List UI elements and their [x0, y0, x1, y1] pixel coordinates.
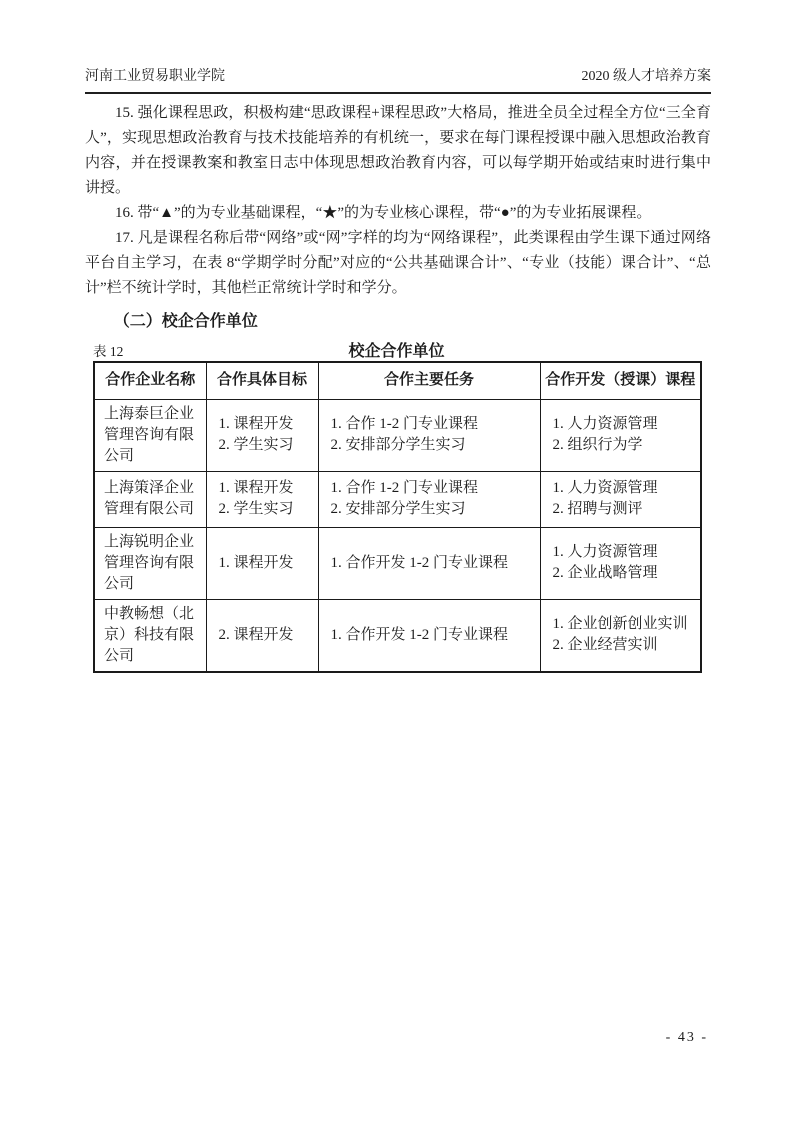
table-title: 校企合作单位 — [348, 343, 445, 360]
cell-line: 1. 合作开发 1-2 门专业课程 — [330, 626, 508, 643]
cell-courses — [540, 471, 701, 527]
table-row — [94, 471, 701, 527]
cell-courses — [540, 399, 701, 471]
cell-line: 1. 企业创新创业实训 — [552, 616, 688, 632]
coop-table — [93, 361, 702, 673]
cell-line: 1. 课程开发 — [218, 554, 294, 571]
cell-tasks — [318, 599, 540, 672]
page-header — [85, 68, 711, 94]
cell-goals — [206, 471, 318, 527]
table-number-label: 表 12 — [93, 344, 124, 359]
header-plan-title: 2020 级人才培养方案 — [581, 69, 711, 84]
cell-line: 2. 招聘与测评 — [552, 501, 643, 517]
coop-table-body — [94, 399, 701, 672]
cell-line: 1. 合作 1-2 门专业课程 — [330, 416, 478, 432]
header-row — [94, 362, 701, 399]
table-row — [94, 527, 701, 599]
cell-goals — [206, 399, 318, 471]
cell-line: 2. 企业战略管理 — [552, 565, 658, 581]
cell-line: 2. 组织行为学 — [552, 437, 643, 453]
paragraph-17: 17. 凡是课程名称后带“网络”或“网”字样的均为“网络课程”，此类课程由学生课下通过网络平台自主学习，在表 8“学期学时分配”对应的“公共基础课合计”、“专业（技能）课合计”、“总计”栏不统计学时，其他栏正常统计学时和学分。 — [85, 230, 711, 296]
column-header-2: 合作主要任务 — [318, 362, 540, 399]
cell-tasks — [318, 399, 540, 471]
cell-company: 上海泰巨企业管理咨询有限公司 — [94, 399, 206, 471]
cell-line: 1. 人力资源管理 — [552, 544, 658, 560]
cell-line: 1. 课程开发 — [218, 480, 294, 496]
cell-tasks — [318, 527, 540, 599]
table-caption-row — [93, 337, 700, 361]
column-header-1: 合作具体目标 — [206, 362, 318, 399]
cell-line: 2. 学生实习 — [218, 437, 294, 453]
cell-line: 1. 人力资源管理 — [552, 416, 658, 432]
paragraph-15: 15. 强化课程思政，积极构建“思政课程+课程思政”大格局，推进全员全过程全方位“三全育人”，实现思想政治教育与技术技能培养的有机统一，要求在每门课程授课中融入思想政治教育内容，并在授课教案和教室日志中体现思想政治教育内容，可以每学期开始或结束时进行集中讲授。 — [85, 105, 711, 196]
paragraph-16: 16. 带“▲”的为专业基础课程，“★”的为专业核心课程，带“●”的为专业拓展课程。 — [115, 205, 652, 221]
cell-company: 中教畅想（北京）科技有限公司 — [94, 599, 206, 672]
column-header-0: 合作企业名称 — [94, 362, 206, 399]
cell-company: 上海锐明企业管理咨询有限公司 — [94, 527, 206, 599]
header-school-name: 河南工业贸易职业学院 — [85, 69, 225, 84]
cell-line: 2. 安排部分学生实习 — [330, 501, 466, 517]
table-row — [94, 599, 701, 672]
cell-courses — [540, 599, 701, 672]
column-header-3: 合作开发（授课）课程 — [540, 362, 701, 399]
cell-line: 2. 课程开发 — [218, 626, 294, 643]
section-heading: （二）校企合作单位 — [113, 313, 258, 330]
cell-line: 2. 学生实习 — [218, 501, 294, 517]
coop-table-head — [94, 362, 701, 399]
table-row — [94, 399, 701, 471]
cell-goals — [206, 527, 318, 599]
cell-line: 1. 课程开发 — [218, 416, 294, 432]
cell-line: 1. 人力资源管理 — [552, 480, 658, 496]
cell-line: 1. 合作开发 1-2 门专业课程 — [330, 554, 508, 571]
cell-line: 2. 企业经营实训 — [552, 637, 658, 653]
cell-courses — [540, 527, 701, 599]
cell-goals — [206, 599, 318, 672]
cell-line: 2. 安排部分学生实习 — [330, 437, 466, 453]
document-body — [85, 101, 711, 673]
page-number: - 43 - — [665, 1030, 708, 1045]
cell-company: 上海策泽企业管理有限公司 — [94, 471, 206, 527]
cell-tasks — [318, 471, 540, 527]
cell-line: 1. 合作 1-2 门专业课程 — [330, 480, 478, 496]
